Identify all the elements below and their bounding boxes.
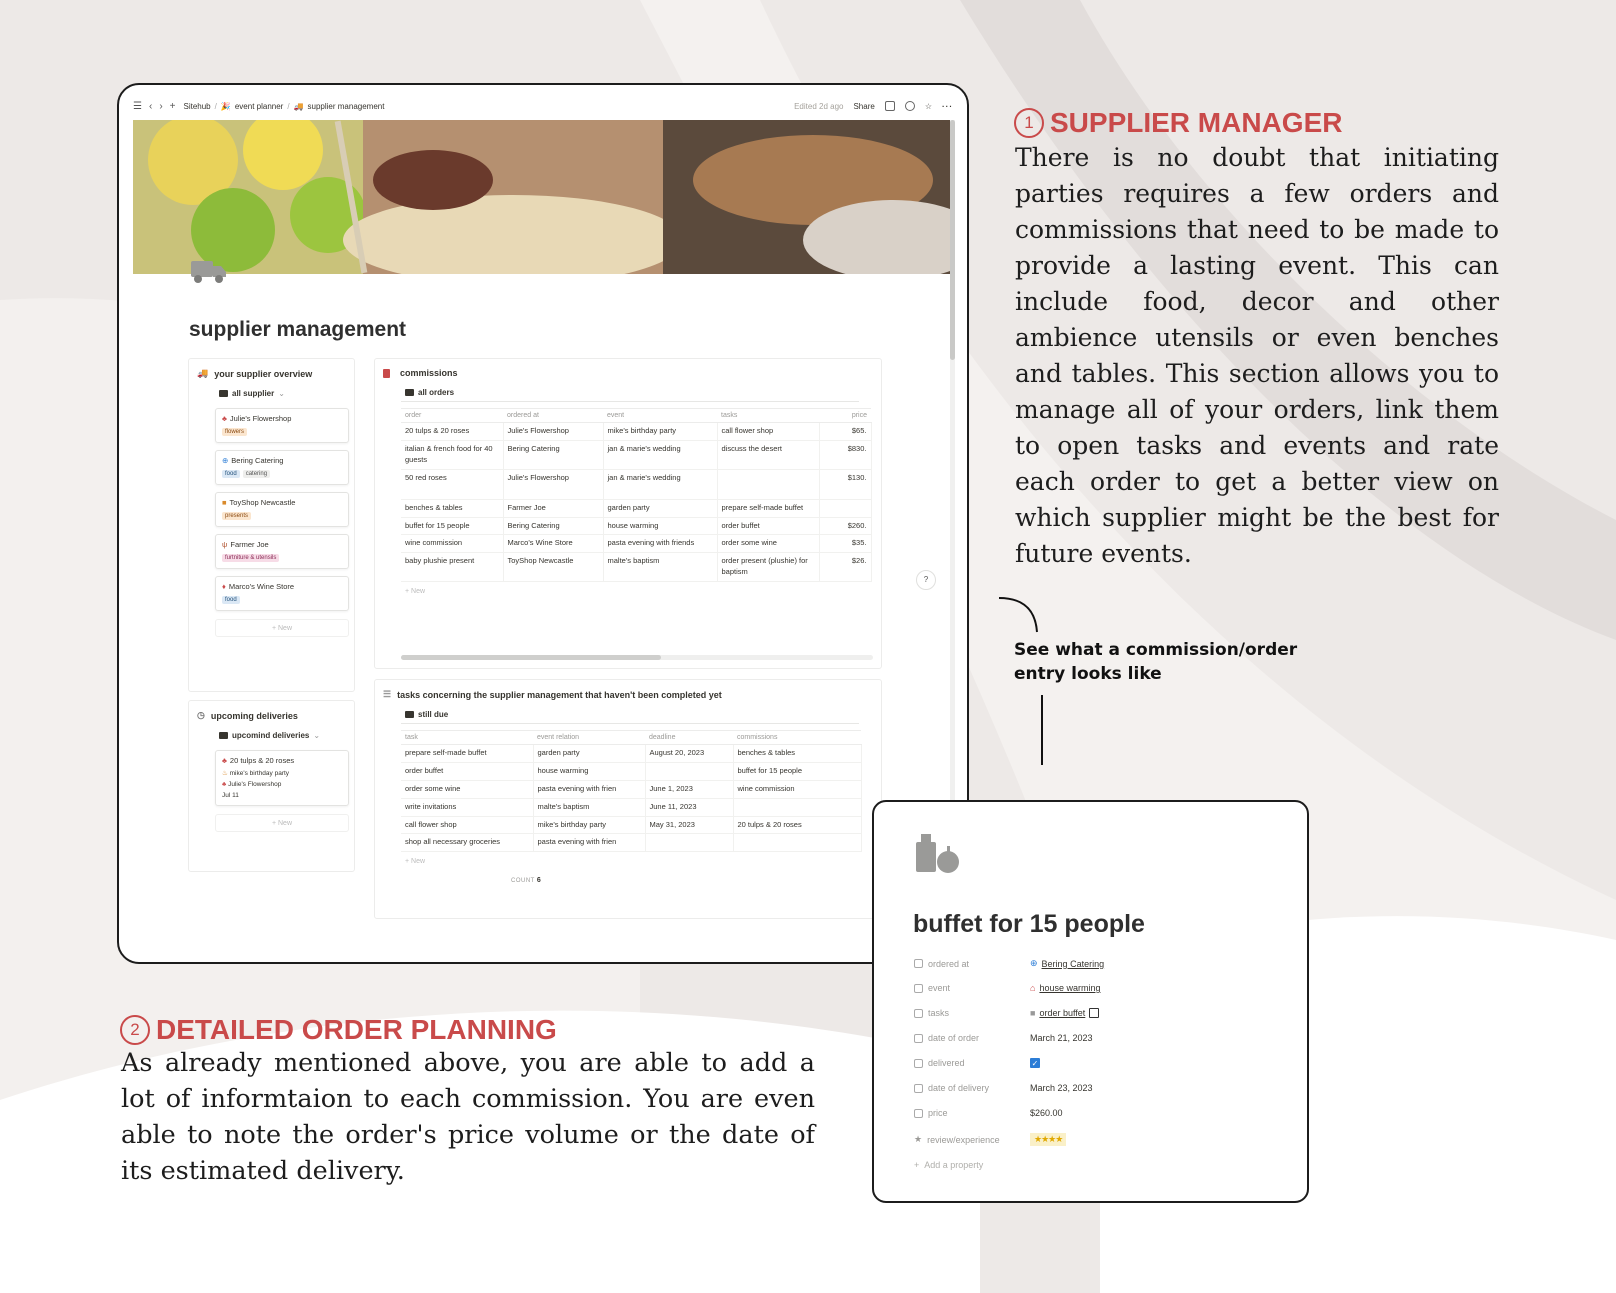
clock-icon: ◷: [197, 710, 205, 720]
table-header: [401, 409, 871, 423]
folder-icon: [405, 711, 414, 718]
section-title: DETAILED ORDER PLANNING: [156, 1014, 557, 1045]
section-title: SUPPLIER MANAGER: [1050, 107, 1343, 138]
new-supplier-button[interactable]: + New: [215, 619, 349, 637]
tasks-table: [401, 730, 862, 852]
breadcrumb-item[interactable]: supplier management: [307, 101, 385, 111]
view-tab-upcoming[interactable]: upcomind deliveries ⌄: [219, 731, 354, 740]
view-tab-all-orders[interactable]: all orders: [405, 388, 881, 397]
section-2-heading: [120, 1014, 557, 1046]
cell: order some wine: [717, 535, 819, 553]
cell: [645, 762, 733, 780]
help-button[interactable]: ?: [916, 570, 936, 590]
delivery-date: Jul 11: [222, 792, 239, 799]
cell: $65.: [819, 423, 871, 441]
property-row[interactable]: date of order March 21, 2023: [914, 1033, 1093, 1043]
cell: ToyShop Newcastle: [503, 553, 603, 582]
tasks-panel: [374, 679, 882, 919]
add-icon[interactable]: +: [169, 100, 176, 112]
price-icon: [914, 1109, 923, 1118]
breadcrumb-item[interactable]: Sitehub: [183, 101, 211, 111]
date-of-delivery-value[interactable]: March 23, 2023: [1030, 1083, 1093, 1093]
cell: [733, 834, 861, 852]
cell: $35.: [819, 535, 871, 553]
section-number: 2: [120, 1015, 150, 1045]
delivery-supplier: Julie's Flowershop: [228, 781, 282, 788]
truck-icon: 🚚: [197, 368, 209, 378]
rating-stars[interactable]: ★★★★: [1030, 1133, 1066, 1146]
column-header[interactable]: price: [819, 409, 871, 423]
cell: call flower shop: [717, 423, 819, 441]
buffet-icon: ■: [1030, 1008, 1036, 1018]
column-header[interactable]: tasks: [717, 409, 819, 423]
toy-icon: ■: [222, 498, 227, 507]
tag: catering: [243, 470, 270, 478]
star-icon: ★: [914, 1134, 923, 1144]
date-of-order-value[interactable]: March 21, 2023: [1030, 1033, 1093, 1043]
list-icon: [914, 1009, 923, 1018]
section-2-text: As already mentioned above, you are able to add a lot of informtaion to each commission. You are even able to note the order's price volume or the date of its estimated delivery.: [121, 1048, 815, 1186]
property-row[interactable]: tasks ■ order buffet: [914, 1008, 1099, 1018]
section-number: 1: [1014, 108, 1044, 138]
property-row[interactable]: ★ review/experience ★★★★: [914, 1133, 1066, 1146]
folder-icon: [219, 732, 228, 739]
clock-icon[interactable]: [905, 101, 915, 111]
tag: food: [222, 470, 240, 478]
callout-line: [1041, 695, 1043, 765]
breadcrumb-item[interactable]: event planner: [234, 101, 284, 111]
property-row[interactable]: delivered ✓: [914, 1058, 1040, 1068]
delivered-checkbox[interactable]: ✓: [1031, 1059, 1039, 1068]
cell: $26.: [819, 553, 871, 582]
table-row[interactable]: [401, 745, 861, 763]
back-icon[interactable]: ‹: [148, 100, 153, 112]
column-header[interactable]: deadline: [645, 731, 733, 745]
cell: 20 tulps & 20 roses: [733, 816, 861, 834]
detail-title: buffet for 15 people: [913, 910, 1145, 938]
cell: call flower shop: [401, 816, 533, 834]
property-row[interactable]: date of delivery March 23, 2023: [914, 1083, 1093, 1093]
cell: 50 red roses: [401, 469, 503, 499]
more-icon[interactable]: ···: [942, 101, 953, 111]
food-icon: [914, 832, 964, 874]
cell: order some wine: [401, 780, 533, 798]
cell: Bering Catering: [503, 517, 603, 535]
panel-title: your supplier overview: [214, 368, 313, 379]
delivery-event: mike's birthday party: [229, 770, 290, 777]
horizontal-scrollbar[interactable]: [401, 655, 873, 660]
cell: Bering Catering: [503, 440, 603, 469]
column-header[interactable]: order: [401, 409, 503, 423]
table-row[interactable]: [401, 469, 871, 499]
cell: wine commission: [401, 535, 503, 553]
table-row[interactable]: [401, 499, 871, 517]
menu-icon[interactable]: ☰: [133, 100, 142, 112]
table-row[interactable]: [401, 440, 871, 469]
view-tab-still-due[interactable]: still due: [405, 710, 881, 719]
cell: benches & tables: [401, 499, 503, 517]
cell: malte's baptism: [533, 798, 645, 816]
property-row[interactable]: ordered at ⊕ Bering Catering: [914, 958, 1104, 969]
party-icon: [914, 984, 923, 993]
panel-title: commissions: [400, 368, 458, 378]
farm-icon: ψ: [222, 540, 228, 549]
table-row[interactable]: [401, 535, 871, 553]
new-task-button[interactable]: + New: [405, 858, 426, 866]
view-tab-all-supplier[interactable]: all supplier ⌄: [219, 389, 354, 398]
cell: malte's baptism: [603, 553, 717, 582]
top-bar: [133, 97, 953, 115]
cell: pasta evening with friends: [603, 535, 717, 553]
commissions-table: [401, 408, 872, 582]
cell: May 31, 2023: [645, 816, 733, 834]
breadcrumb: Sitehub / 🎉 event planner / 🚚 supplier management: [183, 101, 385, 111]
cell: pasta evening with frien: [533, 834, 645, 852]
cell: pasta evening with frien: [533, 780, 645, 798]
truck-icon: 🚚: [293, 101, 304, 111]
tag: flowers: [222, 428, 247, 436]
table-row[interactable]: [401, 762, 861, 780]
tag: food: [222, 596, 240, 604]
cell: prepare self-made buffet: [717, 499, 819, 517]
column-header[interactable]: event: [603, 409, 717, 423]
price-value[interactable]: $260.00: [1030, 1108, 1063, 1118]
catering-icon: ⊕: [1030, 958, 1038, 968]
cell: garden party: [603, 499, 717, 517]
plus-icon: +: [914, 1160, 920, 1170]
commissions-panel: [374, 358, 882, 669]
cell: Marco's Wine Store: [503, 535, 603, 553]
edited-timestamp: Edited 2d ago: [794, 101, 844, 111]
receipt-icon: [383, 369, 390, 378]
table-header: [401, 731, 861, 745]
cell: mike's birthday party: [603, 423, 717, 441]
cell: Farmer Joe: [503, 499, 603, 517]
column-header[interactable]: ordered at: [503, 409, 603, 423]
panel-title: tasks concerning the supplier management that haven't been completed yet: [397, 689, 722, 700]
section-1-text: There is no doubt that initiating parties requires a few orders and commissions that need to be made to provide a lasting event. This can include food, decor and other ambience utensils or even benches and tables. This section allows you to manage all of your orders, link them to open tasks and events and rate each order to get a better view on which supplier might be the best for future events.: [1015, 143, 1499, 568]
cell: discuss the desert: [717, 440, 819, 469]
truck-icon: [189, 255, 229, 285]
comment-icon[interactable]: [885, 101, 895, 111]
callout-text: See what a commission/order entry looks like: [1014, 640, 1298, 684]
checkbox-icon: [914, 1059, 923, 1068]
cell: June 1, 2023: [645, 780, 733, 798]
cake-icon: ♨: [222, 770, 228, 777]
cell: benches & tables: [733, 745, 861, 763]
star-icon[interactable]: ☆: [924, 101, 932, 111]
calendar-icon: [914, 1084, 923, 1093]
flower-icon: ♣: [222, 756, 227, 765]
table-row[interactable]: [401, 780, 861, 798]
page-title: supplier management: [189, 318, 407, 341]
table-row[interactable]: [401, 553, 871, 582]
cell: [645, 834, 733, 852]
cell: buffet for 15 people: [401, 517, 503, 535]
calendar-icon: [914, 1034, 923, 1043]
cell: Julie's Flowershop: [503, 423, 603, 441]
folder-icon: [219, 390, 228, 397]
supplier-card[interactable]: ⊕ Bering Catering food catering: [215, 450, 349, 485]
column-header[interactable]: task: [401, 731, 533, 745]
cell: [733, 798, 861, 816]
cell: wine commission: [733, 780, 861, 798]
table-row[interactable]: [401, 798, 861, 816]
section-1-heading: [1014, 107, 1342, 139]
cell: prepare self-made buffet: [401, 745, 533, 763]
upcoming-deliveries-panel: [188, 700, 355, 872]
cell: order buffet: [401, 762, 533, 780]
column-header[interactable]: commissions: [733, 731, 861, 745]
party-icon: 🎉: [220, 101, 231, 111]
new-delivery-button[interactable]: + New: [215, 814, 349, 832]
tag: presents: [222, 512, 251, 520]
cell: Julie's Flowershop: [503, 469, 603, 499]
cell: 20 tulps & 20 roses: [401, 423, 503, 441]
cell: baby plushie present: [401, 553, 503, 582]
notion-window: [117, 83, 969, 964]
building-icon: [914, 959, 923, 968]
new-row-button[interactable]: + New: [405, 588, 426, 595]
task-checkbox[interactable]: [1089, 1008, 1099, 1018]
table-row[interactable]: [401, 834, 861, 852]
cell: $130.: [819, 469, 871, 499]
cell: June 11, 2023: [645, 798, 733, 816]
add-property-button[interactable]: + Add a property: [914, 1160, 984, 1170]
table-row[interactable]: [401, 423, 871, 441]
order-detail-card: [872, 800, 1309, 1203]
supplier-card[interactable]: ψ Farmer Joe furtniture & utensils: [215, 534, 349, 569]
house-icon: ⌂: [1030, 983, 1036, 993]
cell: shop all necessary groceries: [401, 834, 533, 852]
callout-arrow: [995, 594, 1045, 634]
cell: August 20, 2023: [645, 745, 733, 763]
cell: house warming: [603, 517, 717, 535]
cell: [819, 499, 871, 517]
folder-icon: [405, 389, 414, 396]
tag: furtniture & utensils: [222, 554, 279, 562]
supplier-card[interactable]: ♦ Marco's Wine Store food: [215, 576, 349, 611]
table-row[interactable]: [401, 816, 861, 834]
table-row[interactable]: [401, 517, 871, 535]
cell: order buffet: [717, 517, 819, 535]
share-button[interactable]: Share: [853, 101, 875, 111]
cell: mike's birthday party: [533, 816, 645, 834]
cell: $260.: [819, 517, 871, 535]
column-header[interactable]: event relation: [533, 731, 645, 745]
cell: garden party: [533, 745, 645, 763]
forward-icon[interactable]: ›: [159, 100, 163, 112]
cell: write invitations: [401, 798, 533, 816]
cell: [717, 469, 819, 499]
property-row[interactable]: event ⌂ house warming: [914, 983, 1100, 993]
property-row[interactable]: price $260.00: [914, 1108, 1063, 1118]
cover-image: [133, 120, 950, 274]
flower-icon: ♣: [222, 781, 227, 788]
wine-icon: ♦: [222, 582, 226, 591]
catering-icon: ⊕: [222, 456, 229, 465]
row-count: COUNT 6: [511, 877, 542, 885]
flower-icon: ♣: [222, 414, 227, 423]
vertical-scrollbar[interactable]: [950, 120, 955, 880]
supplier-overview-panel: [188, 358, 355, 692]
cell: jan & marie's wedding: [603, 440, 717, 469]
supplier-card[interactable]: ■ ToyShop Newcastle presents: [215, 492, 349, 527]
delivery-card[interactable]: ♣ 20 tulps & 20 roses ♨ mike's birthday party ♣ Julie's Flowershop Jul 11: [215, 750, 349, 806]
panel-title: upcoming deliveries: [210, 710, 298, 721]
cell: order present (plushie) for baptism: [717, 553, 819, 582]
cell: jan & marie's wedding: [603, 469, 717, 499]
cell: $830.: [819, 440, 871, 469]
cell: house warming: [533, 762, 645, 780]
supplier-card[interactable]: ♣ Julie's Flowershop flowers: [215, 408, 349, 443]
cell: buffet for 15 people: [733, 762, 861, 780]
checklist-icon: ☰: [383, 689, 392, 699]
cell: italian & french food for 40 guests: [401, 440, 503, 469]
